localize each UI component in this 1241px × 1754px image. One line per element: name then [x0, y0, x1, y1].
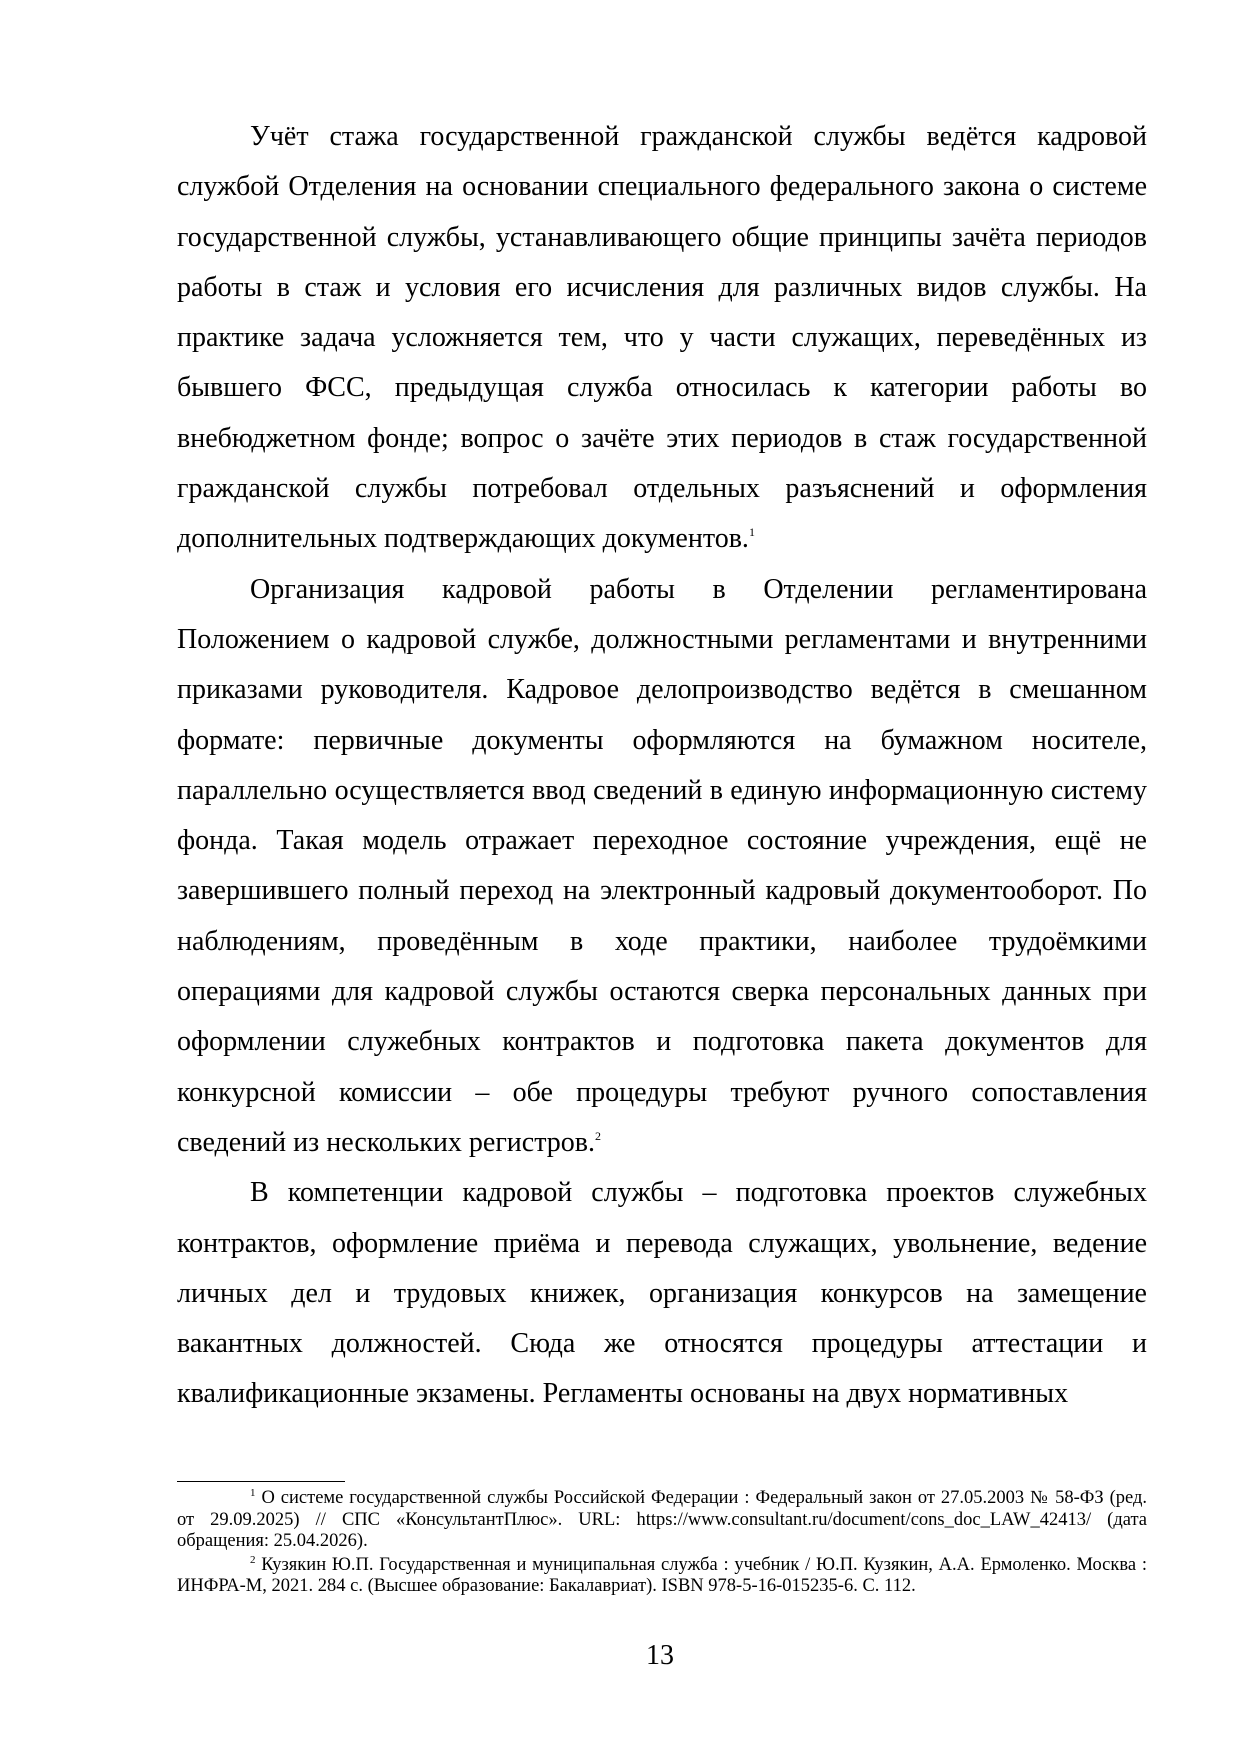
- footnote-ref-2[interactable]: 2: [595, 1128, 602, 1143]
- footnote-2-number: 2: [250, 1553, 256, 1566]
- paragraph-1: [177, 112, 1147, 565]
- paragraph-3: [177, 1168, 1147, 1419]
- paragraph-1-text: Учёт стажа государственной гражданской службы ведётся кадровой службой Отделения на основании специального федерального закона о системе государственной службы, устанавливающего общие принципы зачёта периодов работы в стаж и условия его исчисления для различных видов службы. На практике задача усложняется тем, что у части служащих, переведённых из бывшего ФСС, предыдущая служба относилась к категории работы во внебюджетном фонде; вопрос о зачёте этих периодов в стаж государственной гражданской службы потребовал отдельных разъяснений и оформления дополнительных подтверждающих документов.: [177, 121, 1147, 555]
- footnote-2-text: Кузякин Ю.П. Государственная и муниципальная служба : учебник / Ю.П. Кузякин, А.А. Ермоленко. Москва : ИНФРА-М, 2021. 284 с. (Высшее образование: Бакалавриат). ISBN 978-5-16-015235-6. С. 112.: [177, 1554, 1148, 1597]
- footnote-1: [177, 1488, 1147, 1553]
- footnote-1-number: 1: [250, 1487, 256, 1499]
- paragraph-2-text: Организация кадровой работы в Отделении регламентирована Положением о кадровой службе, должностными регламентами и внутренними приказами руководителя. Кадровое делопроизводство ведётся в смешанном формате: первичные документы оформляются на бумажном носителе, параллельно осуществляется ввод сведений в единую информационную систему фонда. Такая модель отражает переходное состояние учреждения, ещё не завершившего полный переход на электронный кадровый документооборот. По наблюдениям, проведённым в ходе практики, наиболее трудоёмкими операциями для кадровой службы остаются сверка персональных данных при оформлении служебных контрактов и подготовка пакета документов для конкурсной комиссии – обе процедуры требуют ручного сопоставления сведений из нескольких регистров.: [177, 573, 1147, 1158]
- body-text: [177, 112, 1147, 1420]
- paragraph-2: [177, 565, 1147, 1169]
- footnote-ref-1[interactable]: 1: [748, 525, 755, 540]
- page-number: 13: [646, 1640, 674, 1671]
- footnote-2: [177, 1555, 1147, 1598]
- paragraph-3-text: В компетенции кадровой службы – подготовка проектов служебных контрактов, оформление приёма и перевода служащих, увольнение, ведение личных дел и трудовых книжек, организация конкурсов на замещение вакантных должностей. Сюда же относятся процедуры аттестации и квалификационные экзамены. Регламенты основаны на двух нормативных: [177, 1177, 1147, 1410]
- footnote-separator: [177, 1481, 345, 1482]
- footnotes: [177, 1488, 1147, 1600]
- footnote-1-text: О системе государственной службы Российской Федерации : Федеральный закон от 27.05.2003 № 58-ФЗ (ред. от 29.09.2025) // СПС «КонсультантПлюс». URL: https://www.consultant.ru/document/cons_doc_LAW_42413/ (дата обращения: 25.04.2026).: [177, 1488, 1148, 1552]
